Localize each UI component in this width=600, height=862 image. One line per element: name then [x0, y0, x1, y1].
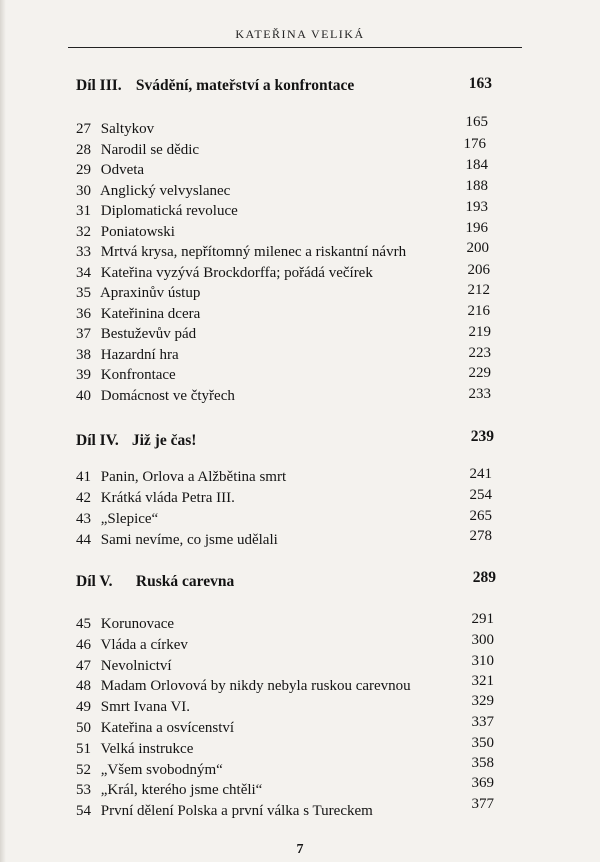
- running-head: KATEŘINA VELIKÁ: [235, 27, 365, 41]
- chapter-number: 38: [76, 347, 91, 363]
- page-number: 358: [471, 755, 494, 771]
- part-title: Svádění, mateřství a konfrontace: [135, 77, 355, 94]
- toc-entry: [76, 388, 516, 408]
- chapter-number: 35: [76, 285, 91, 301]
- chapter-title: Smrt Ivana VI.: [100, 699, 191, 715]
- chapter-number: 29: [76, 162, 91, 178]
- page-number: 165: [465, 114, 488, 130]
- toc-entry: [76, 282, 516, 305]
- part-page-number: 163: [468, 75, 492, 92]
- chapter-title: „Slepice“: [100, 511, 159, 527]
- page-number: 212: [467, 282, 490, 298]
- toc-entry: [76, 611, 516, 636]
- chapter-title: Korunovace: [100, 616, 175, 632]
- page-number: 196: [465, 220, 488, 236]
- chapter-number: 47: [76, 658, 91, 674]
- toc-entry: [76, 466, 516, 489]
- part-title: Ruská carevna: [135, 573, 235, 590]
- chapter-title: Panin, Orlova a Alžbětina smrt: [100, 469, 287, 485]
- chapter-number: 50: [76, 720, 91, 736]
- chapter-title: První dělení Polska a první válka s Tureckem: [100, 803, 373, 819]
- page-number: 377: [471, 796, 494, 812]
- chapter-title: Nevolnictví: [100, 658, 172, 674]
- chapter-number: 52: [76, 762, 91, 778]
- page-number: 188: [465, 178, 488, 194]
- toc-entry: [76, 714, 516, 740]
- chapter-number: 53: [76, 782, 91, 798]
- toc-entry: [76, 508, 516, 531]
- chapter-title: „Všem svobodným“: [100, 762, 223, 778]
- chapter-number: 30: [76, 183, 91, 199]
- part-heading: [76, 432, 496, 450]
- toc-entry: [76, 653, 516, 678]
- toc-entry: [76, 136, 516, 162]
- chapter-number: 40: [76, 388, 91, 404]
- chapter-title: Krátká vláda Petra III.: [100, 490, 235, 506]
- chapter-number: 33: [76, 244, 91, 260]
- page-number: 310: [471, 653, 494, 669]
- toc-entry: [76, 220, 516, 244]
- toc-entry: [76, 487, 516, 510]
- page-number: 329: [471, 693, 494, 709]
- page-number: 321: [471, 673, 494, 689]
- page-number: 200: [466, 240, 489, 256]
- toc-entry: [76, 673, 516, 698]
- toc-entry: [76, 157, 516, 182]
- page-number: 369: [471, 775, 494, 791]
- page-number: 184: [465, 157, 488, 173]
- page-number: 254: [469, 487, 492, 503]
- toc-entry: [76, 347, 516, 367]
- page-number: 229: [468, 365, 491, 381]
- page-number: 233: [468, 386, 491, 402]
- page-number: 219: [468, 324, 491, 340]
- toc-entry: [76, 178, 516, 203]
- part-label: Díl III.: [76, 77, 122, 94]
- toc-entry: [76, 199, 516, 223]
- chapter-title: Kateřinina dcera: [100, 306, 201, 322]
- page-number: 337: [471, 714, 494, 730]
- toc-entry: [76, 755, 516, 782]
- chapter-number: 42: [76, 490, 91, 506]
- part-page-number: 239: [470, 428, 494, 445]
- chapter-title: Konfrontace: [100, 367, 176, 383]
- toc-entry: [76, 114, 516, 141]
- chapter-title: Kateřina a osvícenství: [100, 720, 235, 736]
- chapter-title: Narodil se dědic: [100, 142, 200, 158]
- page-number: 291: [471, 611, 494, 627]
- page-number: 350: [471, 735, 494, 751]
- toc-entry: [76, 528, 516, 552]
- page-number: 223: [468, 345, 491, 361]
- toc-entry: [76, 693, 516, 719]
- part-label: Díl IV.: [76, 432, 119, 449]
- chapter-number: 34: [76, 265, 91, 281]
- chapter-number: 28: [76, 142, 91, 158]
- page-number: 265: [469, 508, 492, 524]
- toc-entry: [76, 796, 516, 823]
- chapter-number: 54: [76, 803, 91, 819]
- part-title: Již je čas!: [131, 432, 197, 449]
- chapter-title: Madam Orlovová by nikdy nebyla ruskou carevnou: [100, 678, 411, 694]
- chapter-number: 49: [76, 699, 91, 715]
- chapter-title: Diplomatická revoluce: [100, 203, 238, 219]
- chapter-title: Kateřina vyzývá Brockdorffa; pořádá večírek: [100, 265, 373, 281]
- folio-page-number: 7: [296, 842, 304, 857]
- toc-entry: [76, 303, 516, 326]
- chapter-title: Hazardní hra: [100, 347, 179, 363]
- chapter-title: Saltykov: [100, 121, 155, 137]
- chapter-number: 37: [76, 326, 91, 342]
- chapter-number: 45: [76, 616, 91, 632]
- toc-entry: [76, 240, 516, 264]
- chapter-number: 27: [76, 121, 91, 137]
- part-label: Díl V.: [76, 573, 113, 590]
- page-number: 193: [465, 199, 488, 215]
- chapter-number: 46: [76, 637, 91, 653]
- chapter-title: Odveta: [100, 162, 145, 178]
- chapter-title: Vláda a církev: [100, 637, 188, 653]
- part-heading: [76, 573, 496, 591]
- chapter-number: 39: [76, 367, 91, 383]
- chapter-number: 31: [76, 203, 91, 219]
- chapter-title: Sami nevíme, co jsme udělali: [100, 532, 278, 548]
- chapter-number: 44: [76, 532, 91, 548]
- chapter-title: Mrtvá krysa, nepřítomný milenec a riskantní návrh: [100, 244, 407, 260]
- chapter-title: Velká instrukce: [100, 741, 194, 757]
- toc-entry: [76, 735, 516, 761]
- chapter-number: 32: [76, 224, 91, 240]
- toc-entry: [76, 326, 516, 346]
- chapter-title: „Král, kterého jsme chtěli“: [100, 782, 263, 798]
- chapter-title: Apraxinův ústup: [99, 285, 201, 301]
- part-heading: [76, 77, 496, 95]
- toc-entry: [76, 262, 516, 285]
- page-number: 241: [469, 466, 492, 482]
- part-page-number: 289: [472, 569, 496, 586]
- page-number: 176: [463, 136, 486, 152]
- chapter-title: Domácnost ve čtyřech: [100, 388, 235, 404]
- toc-entry: [76, 775, 516, 802]
- page-number: 206: [467, 262, 490, 278]
- chapter-title: Poniatowski: [100, 224, 175, 240]
- page-number: 300: [471, 632, 494, 648]
- toc-entry: [76, 632, 516, 657]
- chapter-number: 36: [76, 306, 91, 322]
- chapter-number: 43: [76, 511, 91, 527]
- page-number: 278: [469, 528, 492, 544]
- chapter-title: Anglický velvyslanec: [99, 183, 231, 199]
- toc-entry: [76, 367, 516, 387]
- page-number: 216: [467, 303, 490, 319]
- chapter-title: Bestuževův pád: [100, 326, 197, 342]
- chapter-number: 48: [76, 678, 91, 694]
- chapter-number: 41: [76, 469, 91, 485]
- chapter-number: 51: [76, 741, 91, 757]
